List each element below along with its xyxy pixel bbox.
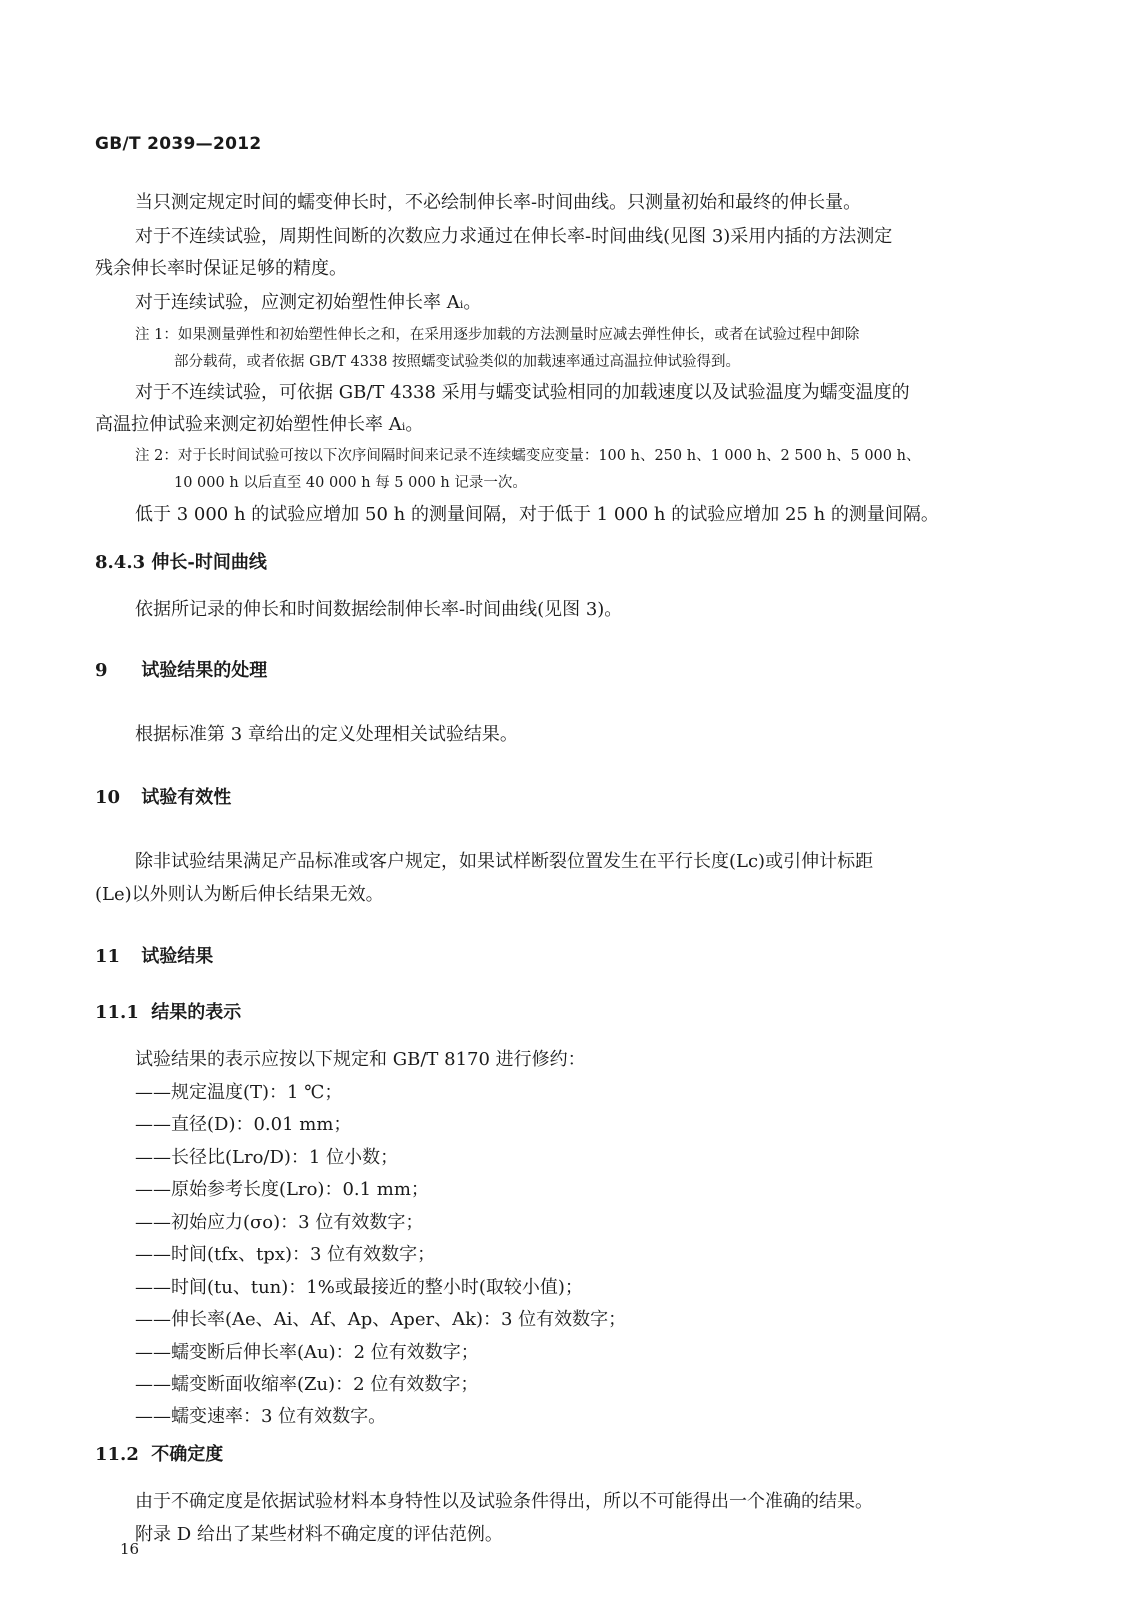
section-number: 9: [95, 660, 108, 681]
paragraph: 除非试验结果满足产品标准或客户规定，如果试样断裂位置发生在平行长度(Lc)或引伸计标距: [135, 851, 874, 872]
standard-code: GB/T 2039—2012: [95, 134, 262, 154]
section-number: 11.1: [95, 1002, 139, 1023]
section-heading: [95, 548, 267, 574]
paragraph: (Le)以外则认为断后伸长结果无效。: [95, 884, 384, 905]
note: 注 2：对于长时间试验可按以下次序间隔时间来记录不连续蠕变应变量：100 h、250 h、1 000 h、2 500 h、5 000 h、: [135, 448, 921, 464]
list-item: ——原始参考长度(Lro)：0.1 mm；: [135, 1179, 429, 1200]
list-item: ——初始应力(σo)：3 位有效数字；: [135, 1212, 424, 1233]
list-item: ——蠕变断面收缩率(Zu)：2 位有效数字；: [135, 1374, 479, 1395]
list-item: ——时间(tfx、tpx)：3 位有效数字；: [135, 1244, 436, 1265]
paragraph: 高温拉伸试验来测定初始塑性伸长率 Aᵢ。: [95, 414, 424, 435]
paragraph: 低于 3 000 h 的试验应增加 50 h 的测量间隔，对于低于 1 000 h 的试验应增加 25 h 的测量间隔。: [135, 504, 939, 525]
section-title: 试验结果: [141, 946, 214, 967]
section-number: 11: [95, 946, 121, 967]
section-title: 试验结果的处理: [141, 660, 268, 681]
note: 部分载荷，或者依据 GB/T 4338 按照蠕变试验类似的加载速率通过高温拉伸试验得到。: [174, 354, 741, 370]
list-item: ——蠕变速率：3 位有效数字。: [135, 1406, 387, 1427]
paragraph: 对于连续试验，应测定初始塑性伸长率 Aᵢ。: [135, 292, 482, 313]
note: 10 000 h 以后直至 40 000 h 每 5 000 h 记录一次。: [174, 475, 527, 491]
list-item: ——长径比(Lro/D)：1 位小数；: [135, 1147, 399, 1168]
section-number: 8.4.3: [95, 552, 146, 573]
list-item: ——伸长率(Ae、Ai、Af、Ap、Aper、Ak)：3 位有效数字；: [135, 1309, 627, 1330]
paragraph: 由于不确定度是依据试验材料本身特性以及试验条件得出，所以不可能得出一个准确的结果。: [135, 1491, 873, 1512]
section-heading: [95, 998, 241, 1024]
page-number: 16: [120, 1540, 140, 1558]
paragraph: 残余伸长率时保证足够的精度。: [95, 258, 347, 279]
section-heading: [95, 1440, 223, 1466]
section-title: 不确定度: [151, 1444, 224, 1465]
list-item: ——时间(tu、tun)：1%或最接近的整小时(取较小值)；: [135, 1277, 583, 1298]
section-number: 11.2: [95, 1444, 139, 1465]
section-heading: [95, 942, 213, 968]
section-heading: [95, 783, 231, 809]
paragraph: 试验结果的表示应按以下规定和 GB/T 8170 进行修约：: [135, 1049, 586, 1070]
list-item: ——直径(D)：0.01 mm；: [135, 1114, 352, 1135]
list-item: ——规定温度(T)：1 ℃；: [135, 1082, 343, 1103]
section-title: 伸长-时间曲线: [151, 552, 267, 573]
section-heading: [95, 656, 267, 682]
note: 注 1：如果测量弹性和初始塑性伸长之和，在采用逐步加载的方法测量时应减去弹性伸长，或者在试验过程中卸除: [135, 327, 860, 343]
paragraph: 附录 D 给出了某些材料不确定度的评估范例。: [135, 1524, 503, 1545]
paragraph: 对于不连续试验，可依据 GB/T 4338 采用与蠕变试验相同的加载速度以及试验温度为蠕变温度的: [135, 382, 910, 403]
list-item: ——蠕变断后伸长率(Au)：2 位有效数字；: [135, 1342, 479, 1363]
paragraph: 根据标准第 3 章给出的定义处理相关试验结果。: [135, 724, 518, 745]
paragraph: 依据所记录的伸长和时间数据绘制伸长率-时间曲线(见图 3)。: [135, 599, 623, 620]
section-title: 试验有效性: [141, 787, 232, 808]
section-title: 结果的表示: [151, 1002, 242, 1023]
paragraph: 当只测定规定时间的蠕变伸长时，不必绘制伸长率-时间曲线。只测量初始和最终的伸长量。: [135, 192, 862, 213]
section-number: 10: [95, 787, 121, 808]
paragraph: 对于不连续试验，周期性间断的次数应力求通过在伸长率-时间曲线(见图 3)采用内插的方法测定: [135, 226, 893, 247]
